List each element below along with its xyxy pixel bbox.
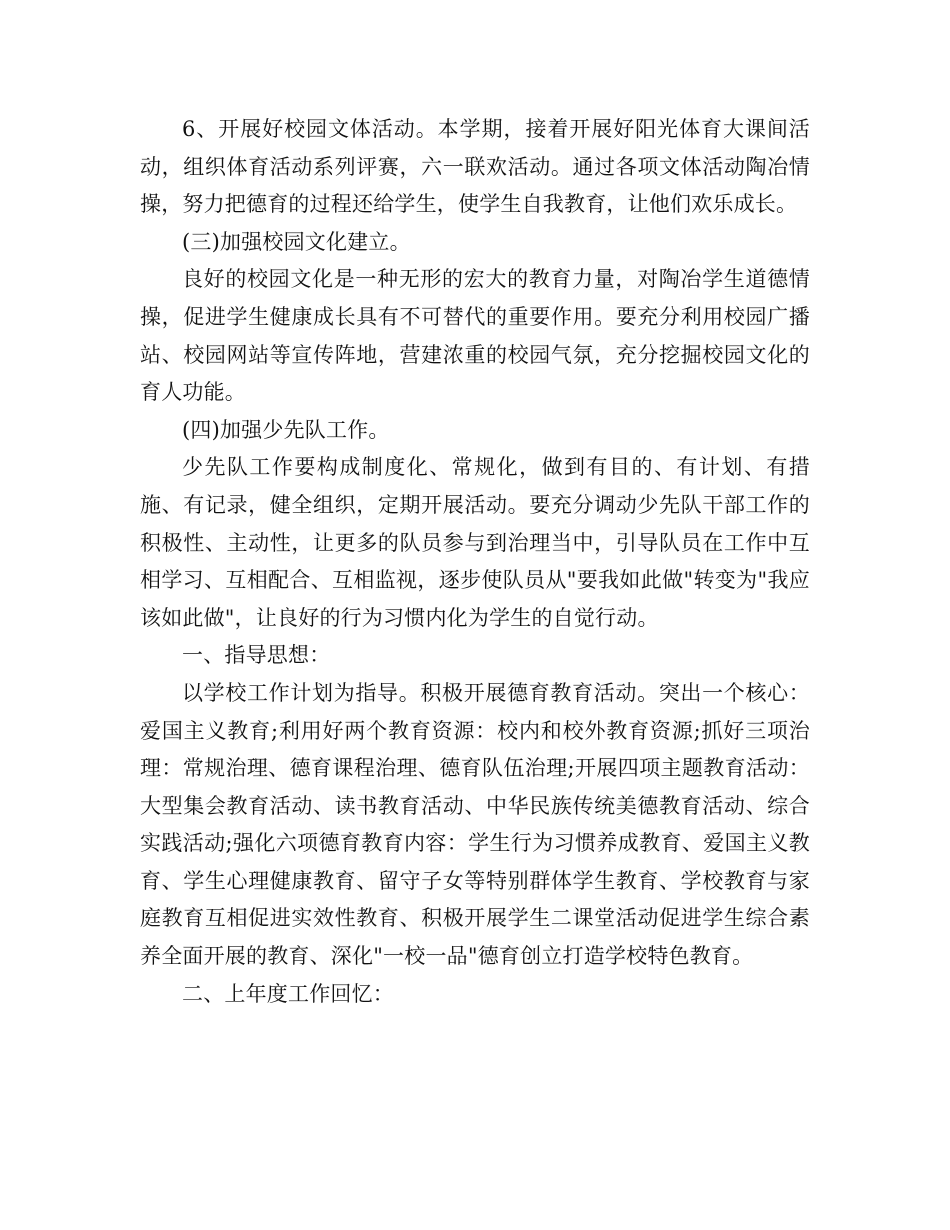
- paragraph-activities: 6、开展好校园文体活动。本学期，接着开展好阳光体育大课间活动，组织体育活动系列评赛，六一联欢活动。通过各项文体活动陶冶情操，努力把德育的过程还给学生，使学生自我教育，让他们欢乐成长。: [140, 117, 810, 217]
- heading-last-year-review: 二、上年度工作回忆：: [182, 981, 394, 1006]
- paragraph-campus-culture: 良好的校园文化是一种无形的宏大的教育力量，对陶冶学生道德情操，促进学生健康成长具有不可替代的重要作用。要充分利用校园广播站、校园网站等宣传阵地，营建浓重的校园气氛，充分挖掘校园文化的育人功能。: [140, 267, 810, 405]
- heading-campus-culture: (三)加强校园文化建立。: [182, 229, 411, 254]
- heading-guiding-ideology: 一、指导思想：: [182, 643, 331, 668]
- heading-young-pioneers: (四)加强少先队工作。: [182, 417, 390, 442]
- paragraph-guiding-ideology: 以学校工作计划为指导。积极开展德育教育活动。突出一个核心：爱国主义教育;利用好两个教育资源：校内和校外教育资源;抓好三项治理：常规治理、德育课程治理、德育队伍治理;开展四项主题教育活动：大型集会教育活动、读书教育活动、中华民族传统美德教育活动、综合实践活动;强化六项德育教育内容：学生行为习惯养成教育、爱国主义教育、学生心理健康教育、留守子女等特别群体学生教育、学校教育与家庭教育互相促进实效性教育、积极开展学生二课堂活动促进学生综合素养全面开展的教育、深化"一校一品"德育创立打造学校特色教育。: [140, 680, 810, 969]
- paragraph-young-pioneers: 少先队工作要构成制度化、常规化，做到有目的、有计划、有措施、有记录，健全组织，定期开展活动。要充分调动少先队干部工作的积极性、主动性，让更多的队员参与到治理当中，引导队员在工作中互相学习、互相配合、互相监视，逐步使队员从"要我如此做"转变为"我应该如此做"，让良好的行为习惯内化为学生的自觉行动。: [140, 455, 810, 630]
